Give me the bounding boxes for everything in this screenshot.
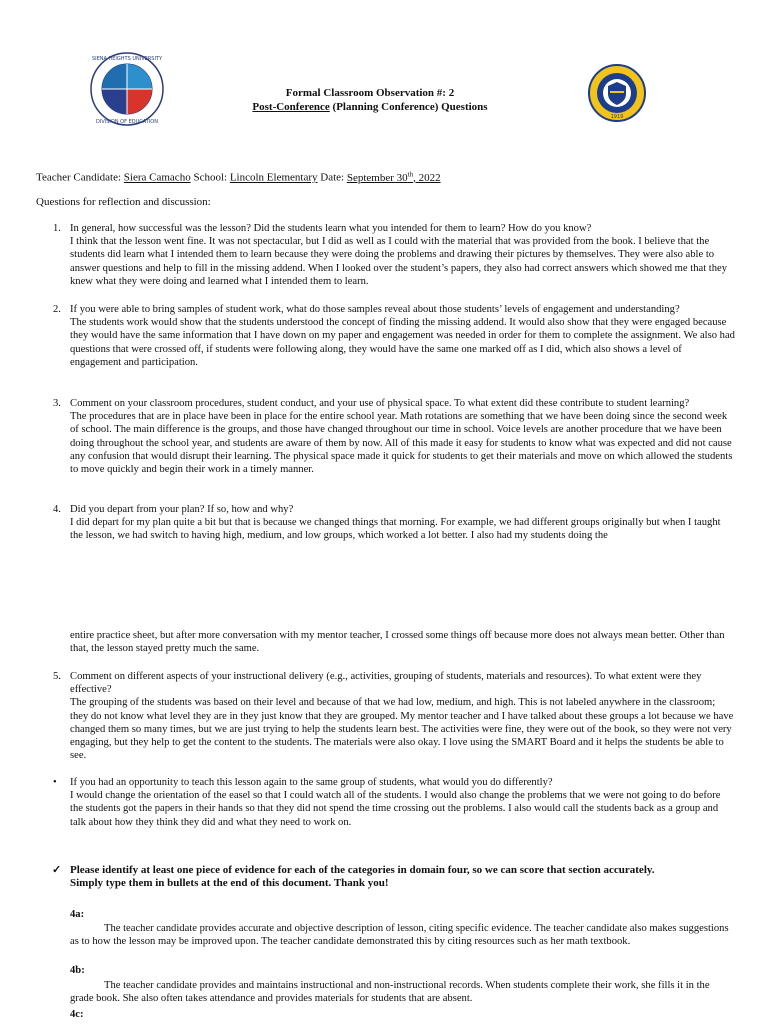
answer-text: I did depart for my plan quite a bit but that is because we changed things that morning. For example, we had different groups originally but when I taught the lesson, we had switch to having high, medium, and low groups, which worked a lot better. I also had my students doing the [70,517,721,542]
domain-4c-label: 4c: [70,1009,84,1020]
subtitle-rest: (Planning Conference) Questions [329,101,488,113]
answer-text: The students work would show that the students understood the concept of finding the missing addend. It would also show that they were engaged because they would have the same information that I have down on my paper and engagement was needed in order for them to complete the assignment. We also had questions that were crossed off, if students were following along, they would have the same one marked off as I did, which also shows a level of engagement and participation. [70,317,735,368]
school-name: Lincoln Elementary [229,171,318,184]
question-number: 4. [53,504,61,515]
question-number: 2. [53,304,61,315]
question-text: If you were able to bring samples of student work, what do those samples reveal about those students’ levels of engagement and understanding? [70,304,680,315]
date-value-main: September 30 [346,171,408,184]
teacher-label: Teacher Candidate: [36,171,124,184]
svg-text:SIENA HEIGHTS UNIVERSITY: SIENA HEIGHTS UNIVERSITY [91,56,163,62]
question-4-continued: entire practice sheet, but after more conversation with my mentor teacher, I crossed some things off because more does not always mean better. Other than that, the lesson stayed pretty much the same. [70,630,725,655]
question-4 [53,503,735,543]
answer-text: The procedures that are in place have been in place for the entire school year. Math rotations are something that we have been doing since the second week of school. The main difference is the groups, and those have changed throughout our time in school. Voice levels are another procedure that we have been doing throughout the school year, and students are aware of them by now. All of this made it easy for students to know what was expected and did not cause any confusion that would disrupt their learning. The physical space made it quick for students to get their materials and move on which allowed the students to move quickly and begin their work in a timely manner. [70,411,733,476]
teacher-name: Siera Camacho [123,171,191,184]
intro-text: Questions for reflection and discussion: [36,196,211,208]
document-subtitle [160,101,580,114]
question-6 [53,776,735,829]
bullet-icon: • [53,777,57,788]
svg-text:DIVISION OF EDUCATION: DIVISION OF EDUCATION [96,119,158,125]
answer-text: The grouping of the students was based on their level and because of that we had low, medium, and high. This is not labeled anywhere in the classroom; they do not know what level they are in they just know that they are grouped. My mentor teacher and I have talked about these groups a lot because we have changed them so many times, but we are just trying to help the students learn best. The activities were fine, they were out of the book, so they were not very engaging, but they help to get the content to the students. The materials were also okay. I love using the SMART Board and it helps the students be able to see. [70,697,734,762]
university-seal-logo [588,64,646,122]
question-number: 3. [53,398,61,409]
question-text: If you had an opportunity to teach this lesson again to the same group of students, what would you do differently? [70,777,553,788]
svg-text:1919: 1919 [610,114,624,120]
domain-4b-label: 4b: [70,965,85,976]
question-number: 5. [53,671,61,682]
question-3 [53,397,735,476]
question-text: Did you depart from your plan? If so, how and why? [70,504,294,515]
instruction-line-2: Simply type them in bullets at the end of this document. Thank you! [70,877,389,890]
division-of-education-logo [90,52,164,126]
question-text: Comment on different aspects of your instructional delivery (e.g., activities, grouping of students, materials and resources). To what extent were they effective? [70,671,702,696]
domain-4a-text: The teacher candidate provides accurate and objective description of lesson, citing specific evidence. The teacher candidate also makes suggestions as to how the lesson may be improved upon. The teacher candidate demonstrated this by citing resources such as her math textbook. [70,923,729,948]
domain-4a-label: 4a: [70,909,85,920]
question-2 [53,303,735,369]
question-5 [53,670,735,762]
date-value [347,172,441,184]
subtitle-underlined: Post-Conference [252,101,330,113]
question-1 [53,222,735,288]
document-title: Formal Classroom Observation #: 2 [285,87,455,99]
question-number: 1. [53,223,61,234]
instruction-line-1: Please identify at least one piece of evidence for each of the categories in domain four, so we can score that section accurately. [70,864,655,876]
date-value-sup: th [407,170,414,178]
domain-4b-text: The teacher candidate provides and maintains instructional and non-instructional records. When students complete their work, she fills it in the grade book. She also often takes attendance and provides materials for students that are absent. [70,980,710,1005]
answer-text: I would change the orientation of the easel so that I could watch all of the students. I would also change the problems that we were not going to do before the students got the papers in their hands so that they did not spend the time crossing out the problems. I also would call the students back as a group and talk about how they think they did and what they need to work on. [70,790,721,828]
question-text: In general, how successful was the lesson? Did the students learn what you intended for them to learn? How do you know? [70,223,592,234]
date-label: Date: [317,171,347,184]
question-text: Comment on your classroom procedures, student conduct, and your use of physical space. To what extent did these contribute to student learning? [70,398,690,409]
answer-text: I think that the lesson went fine. It was not spectacular, but I did as well as I could with the material that was provided from the book. I believe that the students did learn what I intended them to learn because they were doing the problems and drawing their pictures by themselves. They were also able to answer questions and help to fill in the missing addend. When I looked over the student’s papers, they also had correct answers which showed me that they knew what they were doing and learned what I intended them to learn. [70,236,728,287]
date-value-year: , 2022 [413,171,441,184]
checkmark-icon: ✓ [52,864,62,876]
school-label: School: [190,171,230,184]
candidate-info-line [36,168,441,185]
